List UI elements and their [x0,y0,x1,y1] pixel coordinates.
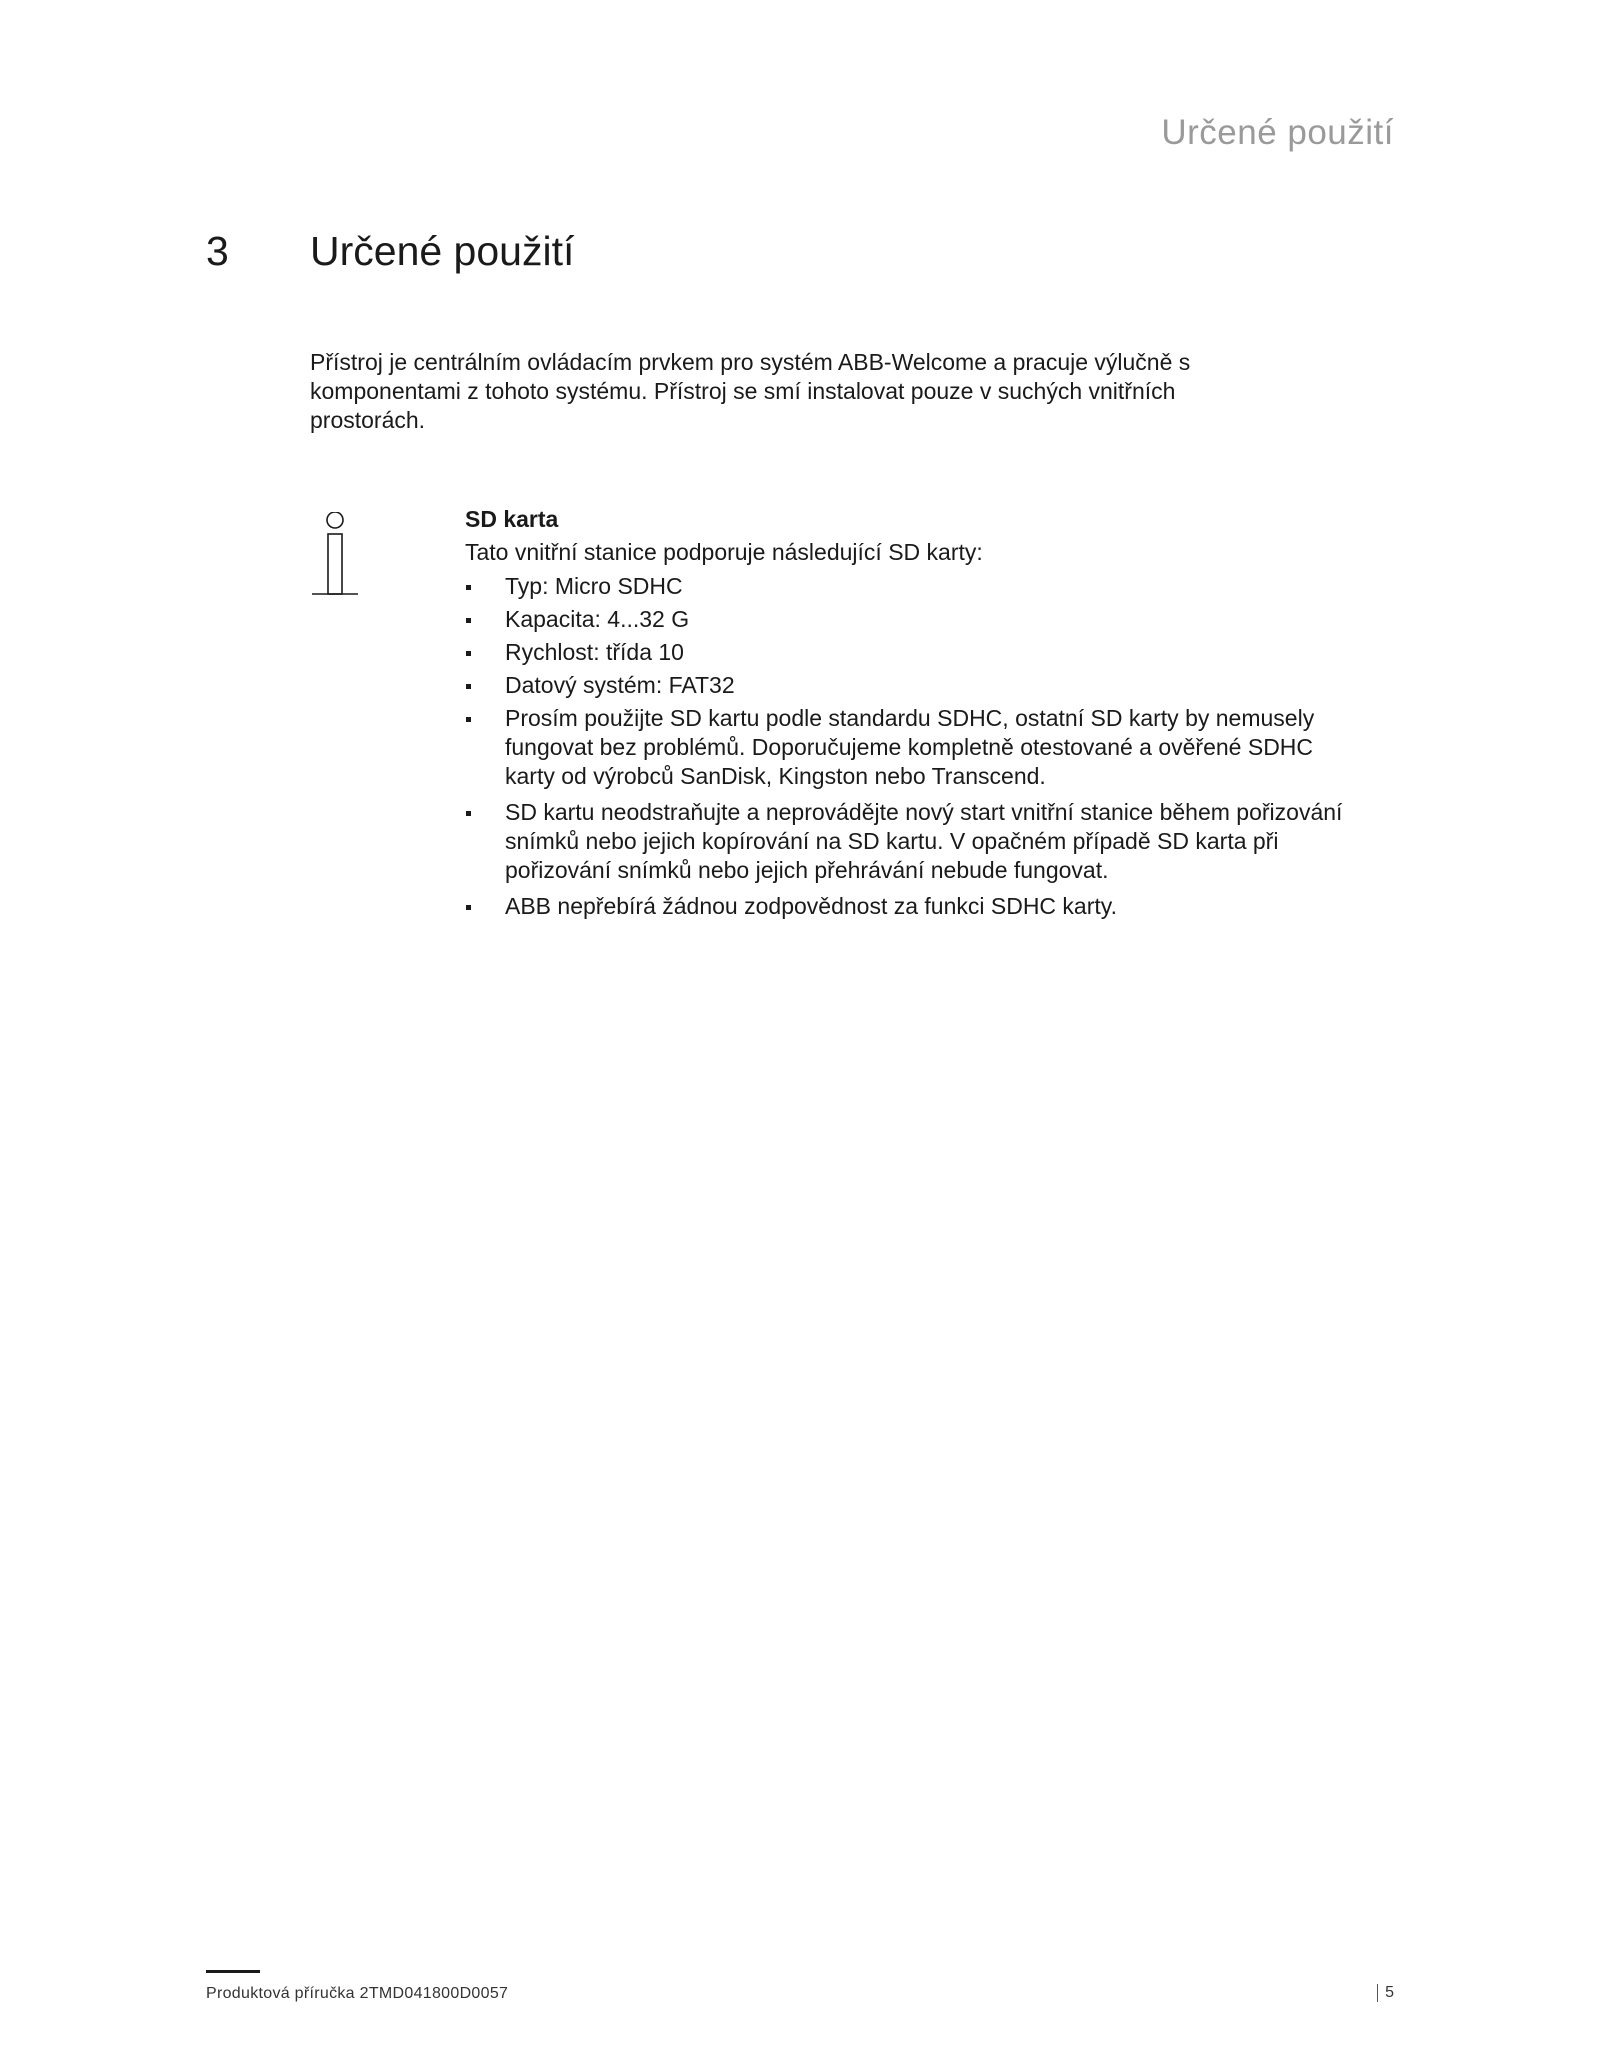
list-item: Datový systém: FAT32 [465,671,1345,700]
running-header: Určené použití [1161,113,1394,152]
chapter-number: 3 [206,228,229,274]
footer-document-id: Produktová příručka 2TMD041800D0057 [206,1985,509,2002]
note-list [465,572,1345,921]
list-item: Rychlost: třída 10 [465,638,1345,667]
list-item: Kapacita: 4...32 G [465,605,1345,634]
info-icon [310,512,360,608]
note-lead: Tato vnitřní stanice podporuje následující SD karty: [465,539,983,565]
footer-rule [206,1970,260,1973]
note-heading: SD karta [465,506,559,532]
list-item: Prosím použijte SD kartu podle standardu SDHC, ostatní SD karty by nemusely fungovat bez problémů. Doporučujeme kompletně otestované a ověřené SDHC karty od výrobců SanDisk, Kingston nebo Transcend. [465,704,1345,791]
list-item: ABB nepřebírá žádnou zodpovědnost za funkci SDHC karty. [465,892,1345,921]
intro-paragraph: Přístroj je centrálním ovládacím prvkem pro systém ABB-Welcome a pracuje výlučně s komponentami z tohoto systému. Přístroj se smí instalovat pouze v suchých vnitřních prostorách. [310,349,1191,433]
list-item: SD kartu neodstraňujte a neprovádějte nový start vnitřní stanice během pořizování snímků nebo jejich kopírování na SD kartu. V opačném případě SD karta při pořizování snímků nebo jejich přehrávání nebude fungovat. [465,798,1345,885]
page-number: 5 [1377,1984,1394,2002]
list-item: Typ: Micro SDHC [465,572,1345,601]
sd-card-note [465,505,1345,925]
chapter-title: Určené použití [310,228,575,274]
